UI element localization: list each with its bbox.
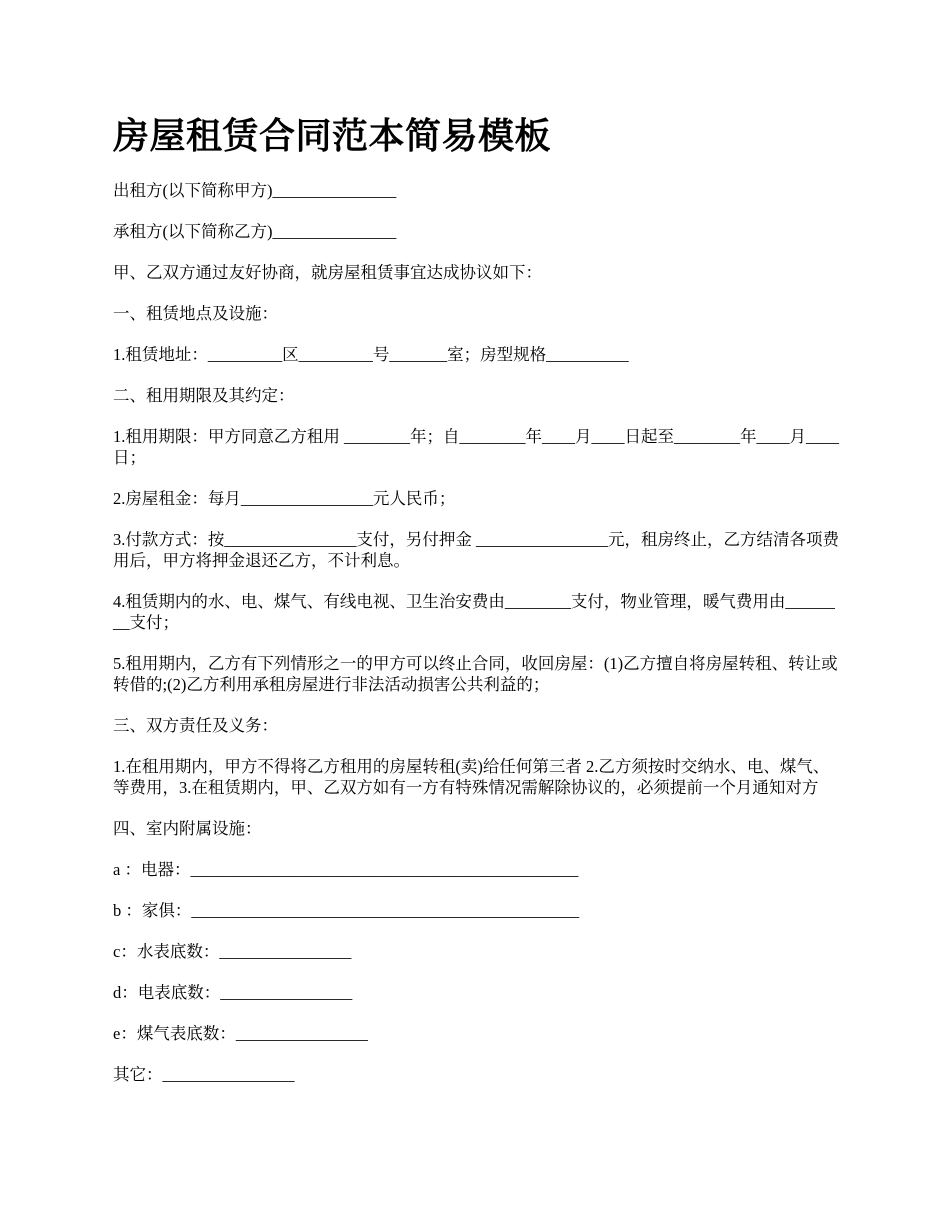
section-heading-location: 一、租赁地点及设施： bbox=[113, 304, 278, 323]
facility-furniture: b ：家俱：_______________________________________________ bbox=[113, 901, 580, 920]
clause-rent: 2.房屋租金：每月________________元人民币； bbox=[113, 489, 456, 508]
facility-other: 其它：________________ bbox=[113, 1065, 295, 1084]
section-heading-duties: 三、双方责任及义务： bbox=[113, 716, 278, 735]
agreement-intro: 甲、乙双方通过友好协商，就房屋租赁事宜达成协议如下： bbox=[113, 263, 542, 282]
clause-termination: 5.租用期内，乙方有下列情形之一的甲方可以终止合同，收回房屋：(1)乙方擅自将房屋转租、转让或转借的;(2)乙方利用承租房屋进行非法活动损害公共利益的； bbox=[113, 654, 838, 694]
document-page bbox=[113, 110, 843, 1105]
clause-address: 1.租赁地址：_________区_________号_______室；房型规格__________ bbox=[113, 345, 629, 364]
lessor-line: 出租方(以下简称甲方)_______________ bbox=[113, 181, 397, 200]
lessee-line: 承租方(以下简称乙方)_______________ bbox=[113, 222, 397, 241]
section-heading-term: 二、租用期限及其约定： bbox=[113, 386, 295, 405]
section-heading-facilities: 四、室内附属设施： bbox=[113, 819, 262, 838]
facility-gas-meter: e：煤气表底数：________________ bbox=[113, 1024, 368, 1043]
facility-electric-meter: d：电表底数：________________ bbox=[113, 983, 353, 1002]
clause-utilities: 4.租赁期内的水、电、煤气、有线电视、卫生治安费由________支付，物业管理，暖气费用由________支付； bbox=[113, 592, 835, 632]
clause-lease-term: 1.租用期限：甲方同意乙方租用 ________年；自________年____月____日起至________年____月____日； bbox=[113, 427, 839, 467]
facility-appliances: a ：电器：_______________________________________________ bbox=[113, 860, 579, 879]
facility-water-meter: c：水表底数：________________ bbox=[113, 942, 352, 961]
clause-duties: 1.在租用期内，甲方不得将乙方租用的房屋转租(卖)给任何第三者 2.乙方须按时交纳水、电、煤气、等费用，3.在租赁期内，甲、乙双方如有一方有特殊情况需解除协议的，必须提前一个月通知对方 bbox=[113, 757, 830, 797]
clause-payment: 3.付款方式：按________________支付，另付押金 ________________元，租房终止，乙方结清各项费用后，甲方将押金退还乙方，不计利息。 bbox=[113, 530, 839, 570]
document-title: 房屋租赁合同范本简易模板 bbox=[113, 115, 552, 156]
